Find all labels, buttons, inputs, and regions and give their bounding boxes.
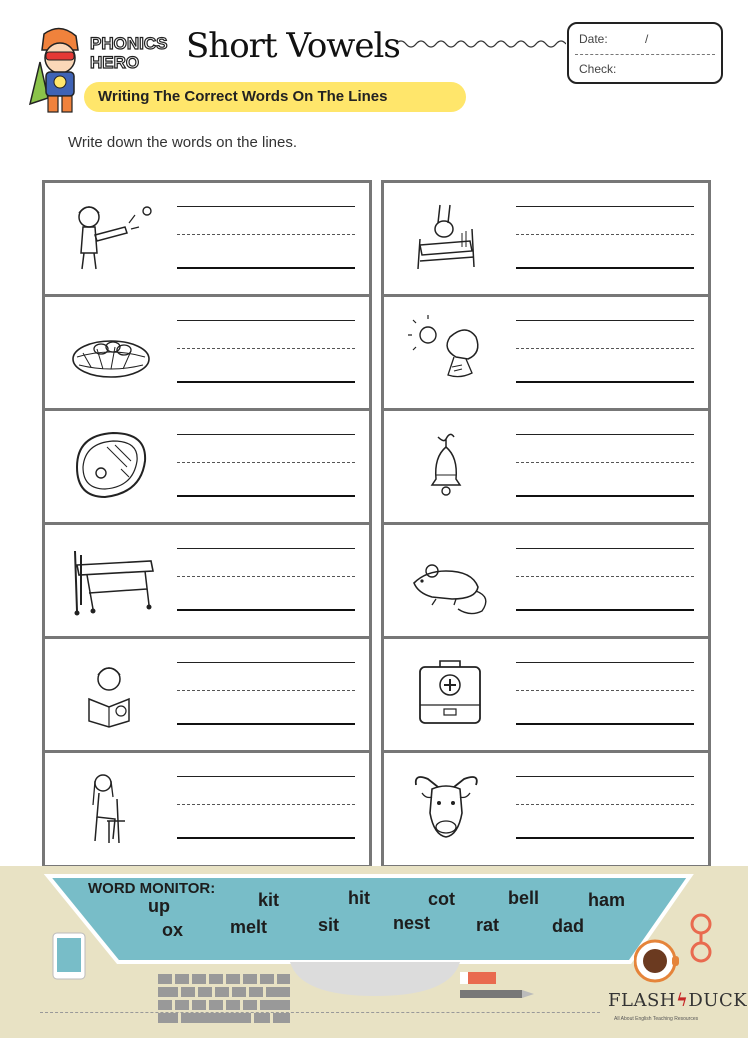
word-bank-hit: hit <box>348 888 370 908</box>
eraser-pencil-icon <box>458 970 538 1002</box>
keyboard-icon <box>156 972 292 1024</box>
logo-tagline: All About English Teaching Resources <box>614 1016 699 1022</box>
answer-row <box>384 297 708 411</box>
rabbit-in-bed-icon <box>406 199 496 277</box>
phonics-hero-logo <box>88 30 188 72</box>
word-bank-dad: dad <box>552 916 585 936</box>
word-bank-melt: melt <box>230 917 268 937</box>
page-title: Short Vowels <box>186 26 400 66</box>
date-label: Date: <box>579 32 608 46</box>
word-bank-cot: cot <box>428 889 455 909</box>
logo-right-text: DUCK <box>688 990 748 1011</box>
bed-cot-icon <box>67 541 157 619</box>
footer-divider <box>40 1012 600 1013</box>
word-bank-ham: ham <box>588 890 626 910</box>
word-bank-ox: ox <box>162 920 184 940</box>
date-check-box <box>567 22 723 84</box>
bell-icon <box>406 427 496 505</box>
word-bank-kit: kit <box>258 890 280 910</box>
word-bank-nest: nest <box>393 913 431 933</box>
answer-row <box>384 411 708 525</box>
bird-nest-icon <box>67 313 157 391</box>
bolt-icon: ϟ <box>675 990 689 1011</box>
rat-icon <box>406 541 496 619</box>
tablet-icon <box>52 932 86 980</box>
monitor-stand <box>290 962 460 998</box>
boy-reading-book-icon <box>67 655 157 733</box>
answer-row <box>45 297 369 411</box>
word-bank-rat: rat <box>476 915 500 935</box>
logo-left-text: FLASH <box>608 990 676 1011</box>
word-bank-up: up <box>148 896 170 916</box>
melting-ice-cream-icon <box>406 313 496 391</box>
first-aid-kit-icon <box>406 655 496 733</box>
date-separator: / <box>645 32 649 46</box>
girl-sitting-chair-icon <box>67 769 157 847</box>
brand-line1: PHONICS <box>90 34 168 53</box>
ox-icon <box>406 769 496 847</box>
answer-row <box>384 639 708 753</box>
wavy-line-decoration <box>396 36 566 52</box>
right-answer-column <box>381 180 711 868</box>
answer-row <box>45 639 369 753</box>
answer-row <box>45 411 369 525</box>
word-bank-bell: bell <box>508 888 540 908</box>
ham-icon <box>67 427 157 505</box>
answer-row <box>384 525 708 639</box>
answer-row <box>45 525 369 639</box>
word-bank-sit: sit <box>318 915 340 935</box>
answer-row <box>45 183 369 297</box>
glasses-icon <box>688 910 714 968</box>
left-answer-column <box>42 180 372 868</box>
answer-row <box>384 183 708 297</box>
answer-row <box>384 753 708 867</box>
brand-line2: HERO <box>90 53 140 72</box>
flashduck-logo <box>608 990 747 1011</box>
instructions-text: Write down the words on the lines. <box>68 134 298 151</box>
answer-row <box>45 753 369 867</box>
subtitle-banner: Writing The Correct Words On The Lines <box>84 82 466 112</box>
coffee-cup-icon <box>634 938 680 984</box>
check-label: Check: <box>579 62 617 76</box>
boy-hitting-ball-icon <box>67 199 157 277</box>
word-monitor-title: WORD MONITOR: <box>88 880 216 897</box>
